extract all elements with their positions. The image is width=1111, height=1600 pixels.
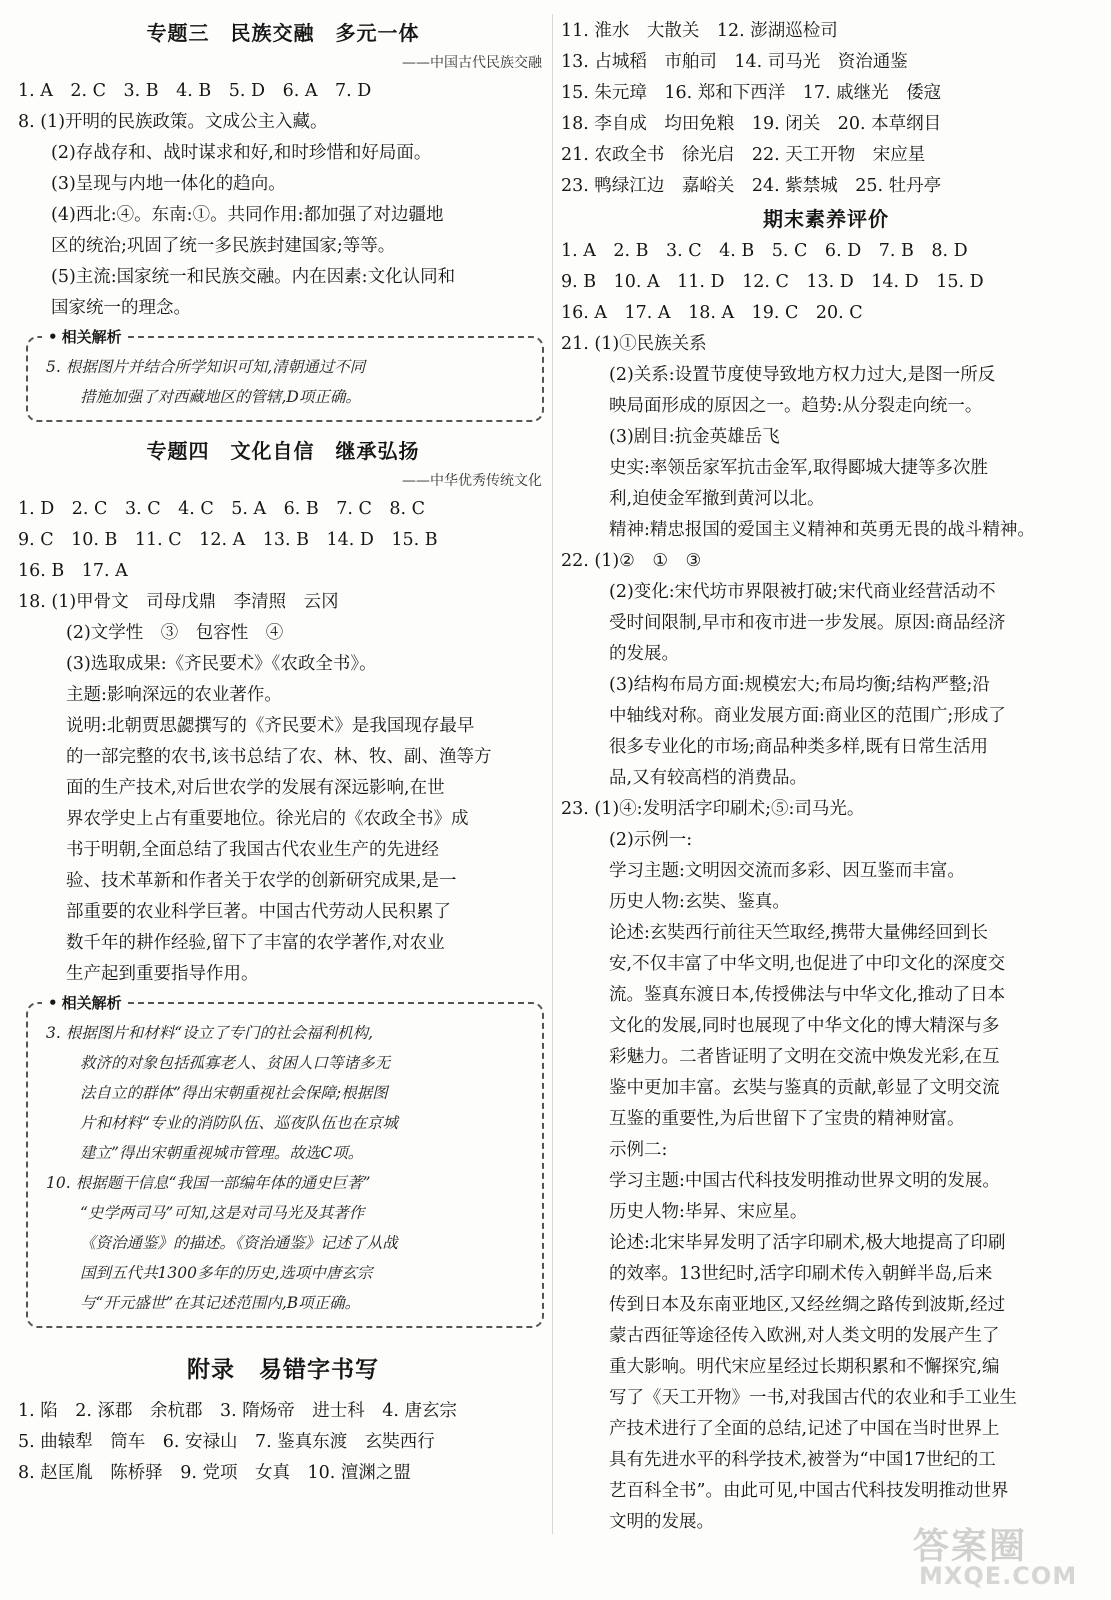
right-column <box>561 0 1091 1538</box>
answer-line: 蒙古西征等途径传入欧洲,对人类文明的发展产生了 <box>609 1326 1000 1346</box>
answer-line: 论述:北宋毕昇发明了活字印刷术,极大地提高了印刷 <box>609 1233 1006 1253</box>
answer-line: 区的统治;巩固了统一多民族封建国家;等等。 <box>51 236 396 256</box>
answer-line: 13. 占城稻 市舶司 14. 司马光 资治通鉴 <box>561 52 908 72</box>
answer-line: 部重要的农业科学巨著。中国古代劳动人民积累了 <box>66 902 451 922</box>
answer-line: (3)选取成果:《齐民要术》《农政全书》。 <box>66 654 377 674</box>
answer-line: 主题:影响深远的农业著作。 <box>66 685 282 705</box>
answer-line: 23. (1)④:发明活字印刷术;⑤:司马光。 <box>561 799 865 819</box>
answer-line: 重大影响。明代宋应星经过长期积累和不懈探究,编 <box>609 1357 1000 1377</box>
analysis-line: 《资治通鉴》的描述。《资治通鉴》记述了从战 <box>80 1234 398 1252</box>
answer-line: 22. (1)② ① ③ <box>561 551 702 571</box>
answer-line: (3)剧目:抗金英雄岳飞 <box>609 427 780 447</box>
answer-line: 面的生产技术,对后世农学的发展有深远影响,在世 <box>66 778 445 798</box>
answer-line: 产技术进行了全面的总结,记述了中国在当时世界上 <box>609 1419 1000 1439</box>
answer-line: 5. 曲辕犁 筒车 6. 安禄山 7. 鉴真东渡 玄奘西行 <box>18 1432 435 1452</box>
answer-line: 示例二: <box>609 1140 668 1160</box>
section-subtitle-s4: ——中华优秀传统文化 <box>402 473 542 489</box>
analysis-line: 救济的对象包括孤寡老人、贫困人口等诸多无 <box>80 1054 391 1072</box>
analysis-line: 5. 根据图片并结合所学知识可知,清朝通过不同 <box>46 358 366 376</box>
analysis-line: 10. 根据题干信息“我国一部编年体的通史巨著” <box>46 1174 371 1192</box>
answer-line: 9. C 10. B 11. C 12. A 13. B 14. D 15. B <box>18 530 438 550</box>
answer-line: 的一部完整的农书,该书总结了农、林、牧、副、渔等方 <box>66 747 492 767</box>
answer-line: (2)变化:宋代坊市界限被打破;宋代商业经营活动不 <box>609 582 996 602</box>
answer-line: 1. 陷 2. 涿郡 余杭郡 3. 隋炀帝 进士科 4. 唐玄宗 <box>18 1401 458 1421</box>
answer-line: (3)结构布局方面:规模宏大;布局均衡;结构严整;沿 <box>609 675 990 695</box>
answer-line: 历史人物:毕昇、宋应星。 <box>609 1202 808 1222</box>
analysis-box-s3 <box>26 328 544 422</box>
answer-line: (3)呈现与内地一体化的趋向。 <box>51 174 286 194</box>
answer-line: 的发展。 <box>609 644 679 664</box>
answer-line: 论述:玄奘西行前往天竺取经,携带大量佛经回到长 <box>609 923 988 943</box>
column-divider <box>552 14 553 1534</box>
answer-line: 16. B 17. A <box>18 561 128 581</box>
answer-line: 15. 朱元璋 16. 郑和下西洋 17. 戚继光 倭寇 <box>561 83 942 103</box>
answer-line: 学习主题:中国古代科技发明推动世界文明的发展。 <box>609 1171 1000 1191</box>
section-title-final: 期末素养评价 <box>763 207 889 231</box>
answer-line: 21. (1)①民族关系 <box>561 334 707 354</box>
analysis-line: “史学两司马”可知,这是对司马光及其著作 <box>80 1204 365 1222</box>
answer-line: 11. 淮水 大散关 12. 澎湖巡检司 <box>561 21 838 41</box>
watermark-brand: 答案圈 <box>913 1526 1028 1567</box>
answer-line: 品,又有较高档的消费品。 <box>609 768 808 788</box>
answer-line: (2)存战存和、战时谋求和好,和时珍惜和好局面。 <box>51 143 432 163</box>
answer-line: 彩魅力。二者皆证明了文明在交流中焕发光彩,在互 <box>609 1047 1000 1067</box>
answer-line: 1. A 2. C 3. B 4. B 5. D 6. A 7. D <box>18 81 372 101</box>
answer-line: 中轴线对称。商业发展方面:商业区的范围广;形成了 <box>609 706 1006 726</box>
answer-line: 艺百科全书”。由此可见,中国古代科技发明推动世界 <box>609 1481 1009 1501</box>
answer-line: 1. D 2. C 3. C 4. C 5. A 6. B 7. C 8. C <box>18 499 426 519</box>
analysis-line: 措施加强了对西藏地区的管辖,D项正确。 <box>80 388 361 406</box>
answer-line: (2)示例一: <box>609 830 693 850</box>
analysis-box-label: • 相关解析 <box>42 992 128 1013</box>
answer-line: (5)主流:国家统一和民族交融。内在因素:文化认同和 <box>51 267 456 287</box>
analysis-box-s4 <box>26 994 544 1328</box>
section-title-s3: 专题三 民族交融 多元一体 <box>146 21 420 45</box>
answer-line: 受时间限制,早市和夜市进一步发展。原因:商品经济 <box>609 613 1006 633</box>
answer-line: 流。鉴真东渡日本,传授佛法与中华文化,推动了日本 <box>609 985 1006 1005</box>
answer-line: 写了《天工开物》一书,对我国古代的农业和手工业生 <box>609 1388 1018 1408</box>
answer-line: 生产起到重要指导作用。 <box>66 964 259 984</box>
answer-line: 9. B 10. A 11. D 12. C 13. D 14. D 15. D <box>561 272 984 292</box>
answer-line: 说明:北朝贾思勰撰写的《齐民要术》是我国现存最早 <box>66 716 475 736</box>
analysis-line: 与“开元盛世”在其记述范围内,B项正确。 <box>80 1294 361 1312</box>
answer-line: 18. 李自成 均田免粮 19. 闭关 20. 本草纲目 <box>561 114 942 134</box>
answer-line: 文化的发展,同时也展现了中华文化的博大精深与多 <box>609 1016 1000 1036</box>
answer-line: 界农学史上占有重要地位。徐光启的《农政全书》成 <box>66 809 469 829</box>
answer-line: 传到日本及东南亚地区,又经丝绸之路传到波斯,经过 <box>609 1295 1006 1315</box>
answer-line: 8. (1)开明的民族政策。文成公主入藏。 <box>18 112 328 132</box>
answer-line: 文明的发展。 <box>609 1512 714 1532</box>
analysis-line: 建立”得出宋朝重视城市管理。故选C项。 <box>80 1144 364 1162</box>
analysis-line: 国到五代共1300多年的历史,选项中唐玄宗 <box>80 1264 373 1282</box>
answer-line: 16. A 17. A 18. A 19. C 20. C <box>561 303 863 323</box>
answer-line: 映局面形成的原因之一。趋势:从分裂走向统一。 <box>609 396 983 416</box>
answer-line: 史实:率领岳家军抗击金军,取得郾城大捷等多次胜 <box>609 458 988 478</box>
analysis-line: 法自立的群体”得出宋朝重视社会保障;根据图 <box>80 1084 388 1102</box>
section-title-appendix: 附录 易错字书写 <box>187 1357 379 1383</box>
answer-line: 的效率。13世纪时,活字印刷术传入朝鲜半岛,后来 <box>609 1264 993 1284</box>
answer-line: 历史人物:玄奘、鉴真。 <box>609 892 790 912</box>
site-watermark <box>913 1518 1103 1596</box>
answer-line: 23. 鸭绿江边 嘉峪关 24. 紫禁城 25. 牡丹亭 <box>561 176 942 196</box>
answer-line: 利,迫使金军撤到黄河以北。 <box>609 489 825 509</box>
answer-line: 学习主题:文明因交流而多彩、因互鉴而丰富。 <box>609 861 965 881</box>
answer-line: 精神:精忠报国的爱国主义精神和英勇无畏的战斗精神。 <box>609 520 1035 540</box>
watermark-url: MXQE.COM <box>919 1562 1078 1590</box>
answer-line: (2)文学性 ③ 包容性 ④ <box>66 623 284 643</box>
answer-line: 很多专业化的市场;商品种类多样,既有日常生活用 <box>609 737 988 757</box>
analysis-box-label: • 相关解析 <box>42 326 128 347</box>
answer-line: 书于明朝,全面总结了我国古代农业生产的先进经 <box>66 840 440 860</box>
analysis-line: 片和材料“专业的消防队伍、巡夜队伍也在京城 <box>80 1114 398 1132</box>
answer-line: (2)关系:设置节度使导致地方权力过大,是图一所反 <box>609 365 996 385</box>
answer-line: 具有先进水平的科学技术,被誉为“中国17世纪的工 <box>609 1450 996 1470</box>
section-title-s4: 专题四 文化自信 继承弘扬 <box>146 439 420 463</box>
answer-line: (4)西北:④。东南:①。共同作用:都加强了对边疆地 <box>51 205 444 225</box>
answer-line: 互鉴的重要性,为后世留下了宝贵的精神财富。 <box>609 1109 965 1129</box>
analysis-line: 3. 根据图片和材料“设立了专门的社会福利机构, <box>46 1024 374 1042</box>
answer-line: 国家统一的理念。 <box>51 298 191 318</box>
section-subtitle-s3: ——中国古代民族交融 <box>402 55 542 71</box>
answer-line: 21. 农政全书 徐光启 22. 天工开物 宋应星 <box>561 145 926 165</box>
answer-line: 验、技术革新和作者关于农学的创新研究成果,是一 <box>66 871 457 891</box>
answer-line: 8. 赵匡胤 陈桥驿 9. 党项 女真 10. 澶渊之盟 <box>18 1463 411 1483</box>
answer-line: 鉴中更加丰富。玄奘与鉴真的贡献,彰显了文明交流 <box>609 1078 1000 1098</box>
answer-line: 1. A 2. B 3. C 4. B 5. C 6. D 7. B 8. D <box>561 241 968 261</box>
answer-line: 数千年的耕作经验,留下了丰富的农学著作,对农业 <box>66 933 445 953</box>
answer-line: 安,不仅丰富了中华文明,也促进了中印文化的深度交 <box>609 954 1006 974</box>
answer-line: 18. (1)甲骨文 司母戊鼎 李清照 云冈 <box>18 592 339 612</box>
left-column <box>18 0 548 1489</box>
